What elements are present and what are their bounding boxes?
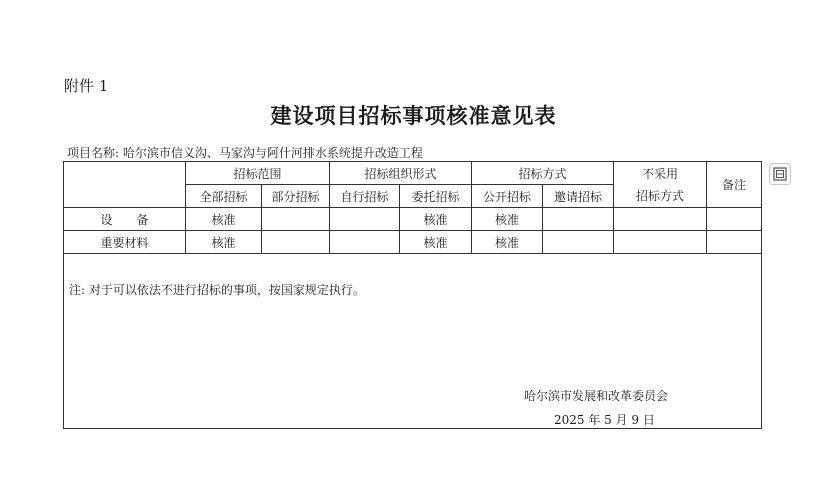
header-not-adopted-line1: 不采用 <box>642 166 679 181</box>
cell-not-adopted <box>614 231 707 254</box>
header-row-groups <box>64 162 762 185</box>
screenshot-icon <box>773 167 787 181</box>
table-row <box>64 208 762 231</box>
project-name: 项目名称: 哈尔滨市信义沟、马家沟与阿什河排水系统提升改造工程 <box>67 146 423 160</box>
header-method: 招标方式 <box>472 162 614 185</box>
cell-self <box>330 208 400 231</box>
issuing-organization: 哈尔滨市发展和改革委员会 <box>524 389 669 403</box>
note-row <box>64 254 762 429</box>
header-self: 自行招标 <box>330 185 400 208</box>
cell-self <box>330 231 400 254</box>
cell-invited <box>543 208 614 231</box>
header-scope: 招标范围 <box>186 162 330 185</box>
approval-table <box>63 161 762 429</box>
header-organization: 招标组织形式 <box>330 162 472 185</box>
document-title: 建设项目招标事项核准意见表 <box>270 103 557 128</box>
cell-public: 核准 <box>472 208 543 231</box>
cell-invited <box>543 231 614 254</box>
attachment-label: 附件 1 <box>64 77 109 95</box>
cell-partial <box>262 231 330 254</box>
header-partial: 部分招标 <box>262 185 330 208</box>
cell-full: 核准 <box>186 231 262 254</box>
cell-remarks <box>707 231 762 254</box>
screenshot-button[interactable] <box>769 163 791 185</box>
header-entrusted: 委托招标 <box>400 185 472 208</box>
note-cell <box>64 254 762 429</box>
issue-date: 2025 年 5 月 9 日 <box>554 413 655 427</box>
header-full: 全部招标 <box>186 185 262 208</box>
cell-entrusted: 核准 <box>400 231 472 254</box>
header-not-adopted-line2: 招标方式 <box>636 188 685 203</box>
header-public: 公开招标 <box>472 185 543 208</box>
cell-full: 核准 <box>186 208 262 231</box>
row-label: 设 备 <box>64 208 186 231</box>
header-remarks: 备注 <box>707 162 762 208</box>
cell-public: 核准 <box>472 231 543 254</box>
cell-not-adopted <box>614 208 707 231</box>
row-label: 重要材料 <box>64 231 186 254</box>
cell-remarks <box>707 208 762 231</box>
note-text: 注: 对于可以依法不进行招标的事项，按国家规定执行。 <box>69 283 365 297</box>
header-invited: 邀请招标 <box>543 185 614 208</box>
header-not-adopted <box>614 162 707 208</box>
cell-partial <box>262 208 330 231</box>
header-blank-cell <box>64 162 186 208</box>
table-row <box>64 231 762 254</box>
cell-entrusted: 核准 <box>400 208 472 231</box>
